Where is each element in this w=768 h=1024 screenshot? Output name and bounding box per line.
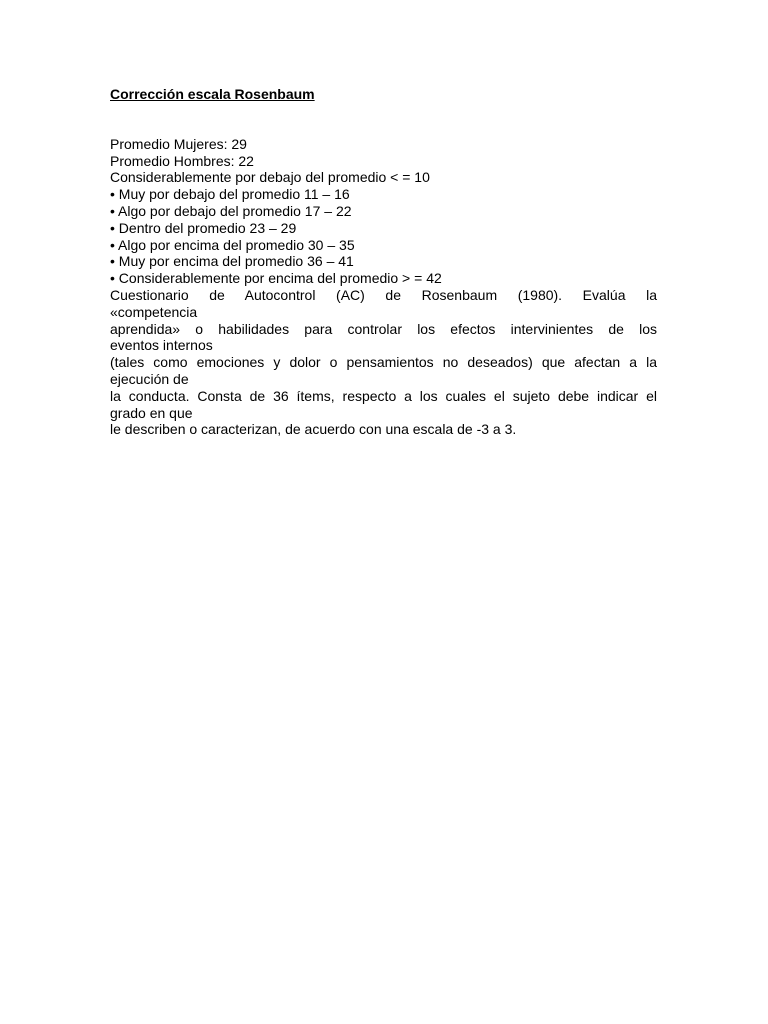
range-within-line: • Dentro del promedio 23 – 29	[110, 219, 297, 236]
paragraph-line: le describen o caracterizan, de acuerdo con una escala de -3 a 3.	[110, 421, 517, 438]
range-very-above-line: • Muy por encima del promedio 36 – 41	[110, 253, 354, 270]
paragraph-line: aprendida» o habilidades para controlar los efectos intervinientes de los	[110, 320, 657, 337]
average-women-line: Promedio Mujeres: 29	[110, 135, 247, 152]
range-considerably-below-line: Considerablemente por debajo del promedio < = 10	[110, 169, 430, 186]
paragraph-line: Cuestionario de Autocontrol (AC) de Rosenbaum (1980). Evalúa la	[110, 286, 657, 303]
description-paragraph	[110, 287, 657, 438]
range-somewhat-below-line: • Algo por debajo del promedio 17 – 22	[110, 202, 352, 219]
paragraph-line: eventos internos	[110, 337, 213, 354]
range-considerably-above-line: • Considerablemente por encima del promedio > = 42	[110, 270, 442, 287]
range-very-below-line: • Muy por debajo del promedio 11 – 16	[110, 186, 350, 203]
paragraph-line: «competencia	[110, 303, 198, 320]
range-somewhat-above-line: • Algo por encima del promedio 30 – 35	[110, 236, 355, 253]
average-men-line: Promedio Hombres: 22	[110, 152, 254, 169]
paragraph-line: (tales como emociones y dolor o pensamientos no deseados) que afectan a la	[110, 354, 657, 371]
paragraph-line: ejecución de	[110, 370, 189, 387]
document-title: Corrección escala Rosenbaum	[110, 86, 315, 102]
paragraph-line: grado en que	[110, 404, 193, 421]
scoring-list	[110, 136, 657, 287]
paragraph-line: la conducta. Consta de 36 ítems, respecto a los cuales el sujeto debe indicar el	[110, 387, 657, 404]
document-page	[110, 86, 657, 438]
